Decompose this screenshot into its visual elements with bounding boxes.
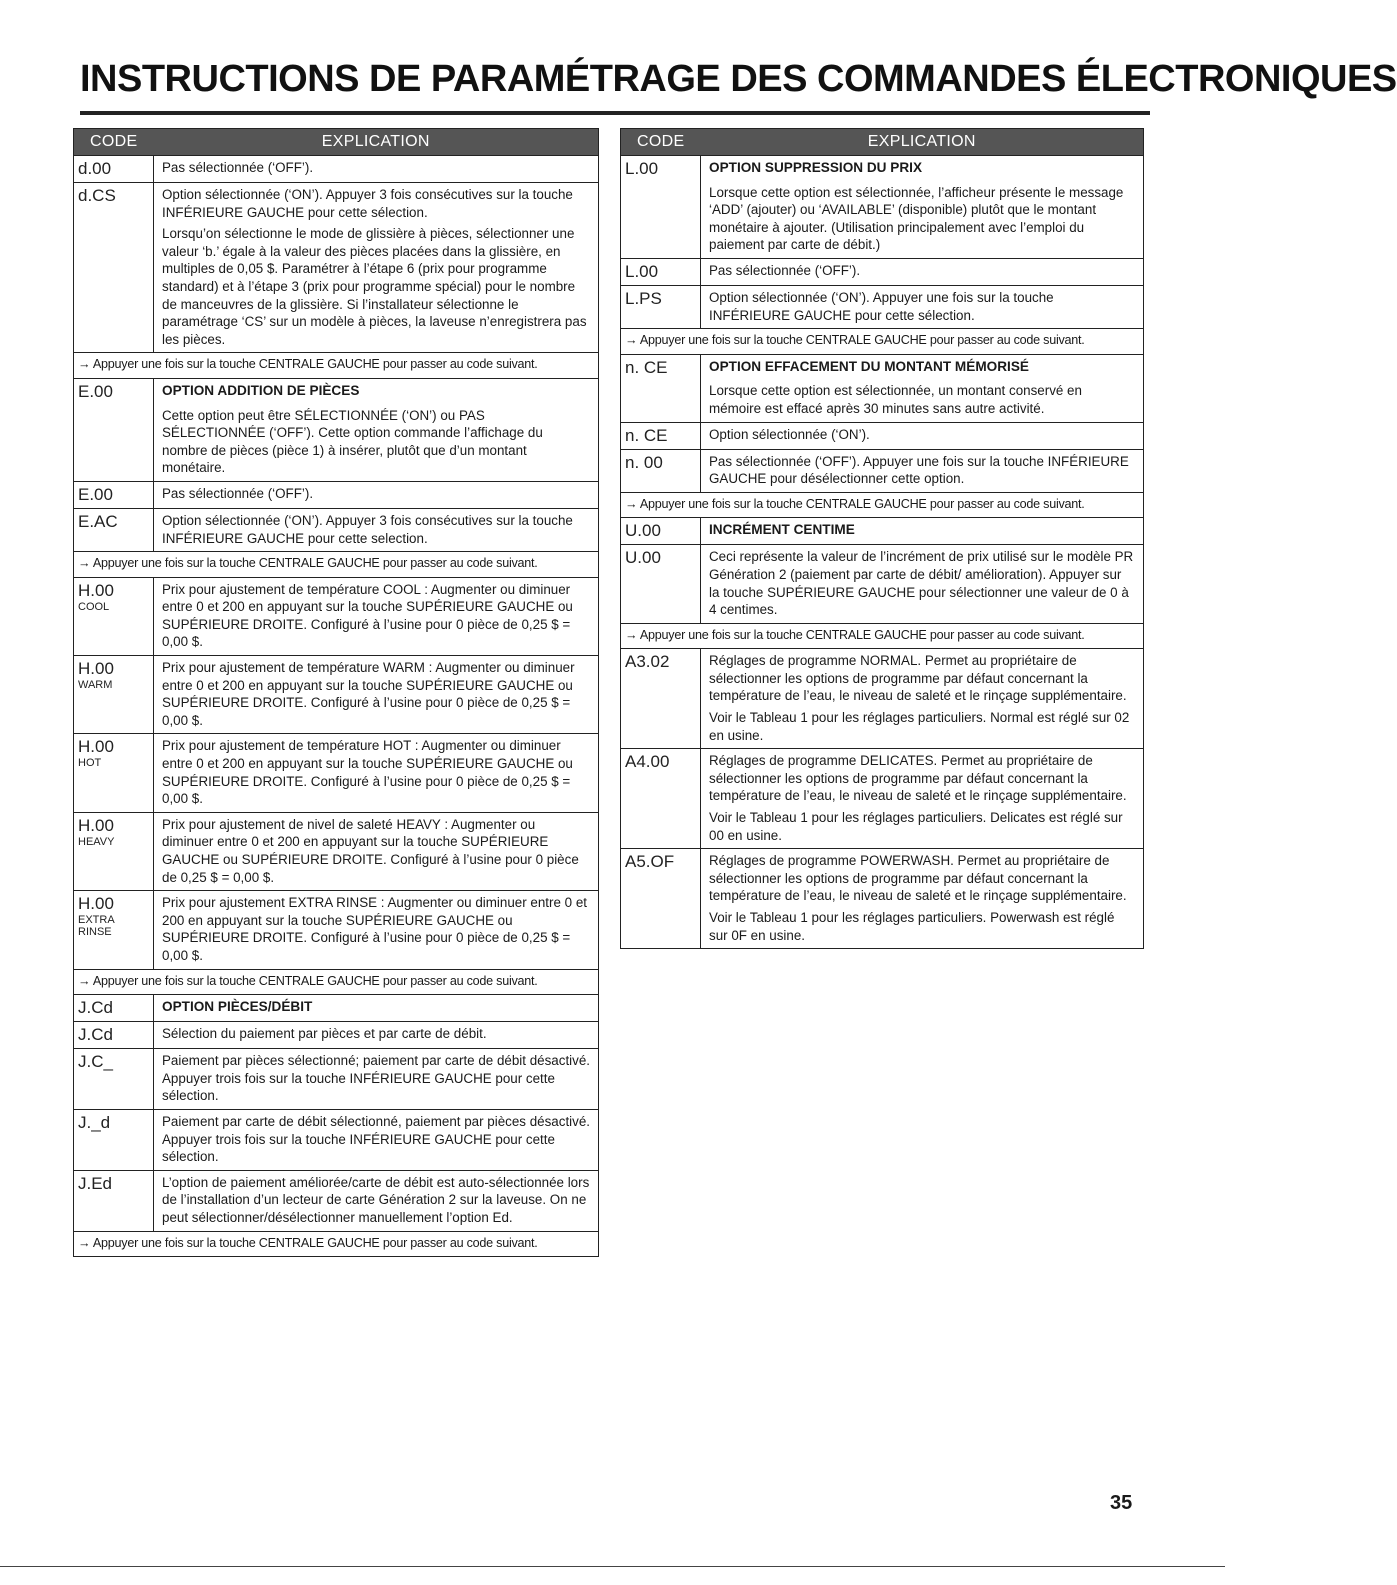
explanation-cell: Ceci représente la valeur de l’incrément de prix utilisé sur le modèle PR Génération 2 (paiement par carte de débit/ amélioration). Appuyer sur la touche SUPÉRIEURE GAUCHE pour sélectionner une valeur de 0 à 4 centimes.: [701, 545, 1144, 623]
explanation-cell: Pas sélectionnée (‘OFF’).: [701, 258, 1144, 285]
code-cell: L.00: [621, 258, 701, 285]
explanation-cell: [154, 183, 599, 353]
left-settings-table: [73, 128, 599, 1257]
next-code-row: [74, 353, 599, 379]
code-value: H.00: [78, 815, 114, 835]
explanation-cell: Prix pour ajustement de température WARM : Augmenter ou diminuer entre 0 et 200 en appuyant sur la touche SUPÉRIEURE GAUCHE ou SUPÉRIEURE DROITE. Configuré à l’usine pour 0 pièce de 0,25 $ = 0,00 $.: [154, 656, 599, 734]
code-cell: J.Cd: [74, 1022, 154, 1049]
table-row: [74, 378, 599, 403]
option-heading: [154, 995, 599, 1022]
table-row: [74, 156, 599, 183]
table-row: [74, 1049, 599, 1110]
table-row: [621, 354, 1144, 379]
explanation-header: EXPLICATION: [154, 129, 599, 156]
option-heading-text: OPTION EFFACEMENT DU MONTANT MÉMORISÉ: [709, 358, 1029, 374]
explanation-header: EXPLICATION: [701, 129, 1144, 156]
code-cell: J._d: [74, 1109, 154, 1170]
explanation-paragraph: Voir le Tableau 1 pour les réglages particuliers. Powerwash est réglé sur 0F en usine.: [709, 910, 1115, 943]
option-heading-text: OPTION ADDITION DE PIÈCES: [162, 382, 360, 398]
option-heading: [701, 518, 1144, 545]
table-row: [621, 749, 1144, 849]
code-sublabel: HEAVY: [78, 835, 115, 848]
explanation-cell: Prix pour ajustement de température COOL : Augmenter ou diminuer entre 0 et 200 en appuyant sur la touche SUPÉRIEURE GAUCHE ou SUPÉRIEURE DROITE. Configuré à l’usine pour 0 pièce de 0,25 $ = 0,00 $.: [154, 577, 599, 655]
table-row: [74, 481, 599, 508]
right-settings-table: [620, 128, 1144, 949]
code-cell: J.Ed: [74, 1170, 154, 1231]
next-code-note: → Appuyer une fois sur la touche CENTRALE GAUCHE pour passer au code suivant.: [74, 969, 599, 995]
next-code-note: → Appuyer une fois sur la touche CENTRALE GAUCHE pour passer au code suivant.: [621, 492, 1144, 518]
explanation-cell: Pas sélectionnée (‘OFF’). Appuyer une fois sur la touche INFÉRIEURE GAUCHE pour désélectionner cette option.: [701, 449, 1144, 492]
table-header-row: [74, 129, 599, 156]
table-row: [621, 422, 1144, 449]
table-row: [74, 577, 599, 655]
code-cell: n. CE: [621, 354, 701, 422]
explanation-paragraph: Réglages de programme NORMAL. Permet au propriétaire de sélectionner les options de programme par défaut concernant la température de l’eau, le niveau de saleté et le rinçage supplémentaire.: [709, 653, 1127, 704]
explanation-cell: Sélection du paiement par pièces et par carte de débit.: [154, 1022, 599, 1049]
explanation-cell: Prix pour ajustement de nivel de saleté HEAVY : Augmenter ou diminuer entre 0 et 200 en appuyant sur la touche SUPÉRIEURE GAUCHE ou SUPÉRIEURE DROITE. Configuré à l’usine pour 0 pièce de 0,25 $ = 0,00 $.: [154, 812, 599, 890]
table-row: [621, 649, 1144, 749]
code-sublabel: RINSE: [78, 926, 112, 939]
code-cell: J.C_: [74, 1049, 154, 1110]
code-cell: [74, 656, 154, 734]
code-cell: d.CS: [74, 183, 154, 353]
code-cell: A5.OF: [621, 849, 701, 949]
explanation-cell: Prix pour ajustement de température HOT : Augmenter ou diminuer entre 0 et 200 en appuyant sur la touche SUPÉRIEURE GAUCHE ou SUPÉRIEURE DROITE. Configuré à l’usine pour 0 pièce de 0,25 $ = 0,00 $.: [154, 734, 599, 812]
explanation-paragraph: Option sélectionnée (‘ON’). Appuyer 3 fois consécutives sur la touche INFÉRIEURE GAUCHE pour cette sélection.: [162, 187, 573, 220]
code-sublabel: WARM: [78, 679, 113, 692]
table-row: [74, 183, 599, 353]
explanation-paragraph: Voir le Tableau 1 pour les réglages particuliers. Normal est réglé sur 02 en usine.: [709, 710, 1130, 743]
next-code-note: → Appuyer une fois sur la touche CENTRALE GAUCHE pour passer au code suivant.: [74, 353, 599, 379]
code-value: H.00: [78, 580, 114, 600]
explanation-paragraph: Réglages de programme POWERWASH. Permet au propriétaire de sélectionner les options de programme par défaut concernant la température de l’eau, le niveau de saleté et le rinçage supplémentaire.: [709, 853, 1127, 904]
code-cell: U.00: [621, 518, 701, 545]
code-value: H.00: [78, 737, 114, 757]
code-cell: L.00: [621, 156, 701, 259]
code-cell: A3.02: [621, 649, 701, 749]
table-row: [621, 849, 1144, 949]
page-number: 35: [1110, 1492, 1133, 1514]
code-sublabel: HOT: [78, 757, 102, 770]
code-value: H.00: [78, 894, 114, 914]
code-cell: E.AC: [74, 508, 154, 551]
explanation-cell: [701, 749, 1144, 849]
code-cell: [74, 812, 154, 890]
table-row: [621, 545, 1144, 623]
explanation-cell: L’option de paiement améliorée/carte de débit est auto-sélectionnée lors de l’installation d’un lecteur de carte Génération 2 sur la laveuse. On ne peut sélectionner/désélectionner manuellement l’option Ed.: [154, 1170, 599, 1231]
table-row: [74, 734, 599, 812]
explanation-cell: Paiement par pièces sélectionné; paiement par carte de débit désactivé. Appuyer trois fois sur la touche INFÉRIEURE GAUCHE pour cette sélection.: [154, 1049, 599, 1110]
table-row: [74, 891, 599, 969]
next-code-note: → Appuyer une fois sur la touche CENTRALE GAUCHE pour passer au code suivant.: [74, 552, 599, 578]
next-code-note: → Appuyer une fois sur la touche CENTRALE GAUCHE pour passer au code suivant.: [74, 1231, 599, 1257]
option-heading-text: INCRÉMENT CENTIME: [709, 522, 855, 538]
table-row: [74, 812, 599, 890]
next-code-row: [621, 492, 1144, 518]
explanation-cell: Pas sélectionnée (‘OFF’).: [154, 481, 599, 508]
table-row: [74, 656, 599, 734]
table-row: [621, 285, 1144, 328]
code-cell: A4.00: [621, 749, 701, 849]
explanation-cell: Lorsque cette option est sélectionnée, l’afficheur présente le message ‘ADD’ (ajouter) ou ‘AVAILABLE’ (disponible) plutôt que le montant monétaire à ajouter. (Utilisation principalement avec l’emploi du paiement par carte de débit.): [709, 184, 1124, 253]
option-heading: [701, 156, 1144, 181]
option-heading: [154, 378, 599, 403]
code-cell: E.00: [74, 481, 154, 508]
next-code-row: [621, 329, 1144, 355]
code-header: CODE: [74, 129, 154, 156]
table-row: [621, 156, 1144, 181]
table-row: [74, 995, 599, 1022]
explanation-cell: Option sélectionnée (‘ON’).: [701, 422, 1144, 449]
code-cell: E.00: [74, 378, 154, 481]
code-value: H.00: [78, 659, 114, 679]
option-heading-text: OPTION SUPPRESSION DU PRIX: [709, 160, 923, 175]
table-header-row: [621, 129, 1144, 156]
code-header: CODE: [621, 129, 701, 156]
option-heading-text: OPTION PIÈCES/DÉBIT: [162, 999, 313, 1015]
code-cell: U.00: [621, 545, 701, 623]
code-sublabel: EXTRA: [78, 914, 115, 927]
next-code-note: → Appuyer une fois sur la touche CENTRALE GAUCHE pour passer au code suivant.: [621, 623, 1144, 649]
next-code-row: [74, 1231, 599, 1257]
explanation-cell: Paiement par carte de débit sélectionné, paiement par pièces désactivé. Appuyer trois fois sur la touche INFÉRIEURE GAUCHE pour cette sélection.: [154, 1109, 599, 1170]
table-row: [621, 258, 1144, 285]
code-sublabel: COOL: [78, 600, 110, 613]
code-cell: [74, 577, 154, 655]
explanation-cell: Prix pour ajustement EXTRA RINSE : Augmenter ou diminuer entre 0 et 200 en appuyant sur la touche SUPÉRIEURE GAUCHE ou SUPÉRIEURE DROITE. Configuré à l’usine pour 0 pièce de 0,25 $ = 0,00 $.: [154, 891, 599, 969]
next-code-row: [74, 552, 599, 578]
code-cell: [74, 891, 154, 969]
code-cell: n. 00: [621, 449, 701, 492]
explanation-cell: Cette option peut être SÉLECTIONNÉE (‘ON’) ou PAS SÉLECTIONNÉE (‘OFF’). Cette option commande l’affichage du nombre de pièces (pièce 1) à insérer, plutôt que d’un montant monétaire.: [162, 407, 543, 476]
code-cell: d.00: [74, 156, 154, 183]
bottom-rule: [0, 1566, 1225, 1567]
code-cell: L.PS: [621, 285, 701, 328]
table-row: [621, 518, 1144, 545]
code-cell: J.Cd: [74, 995, 154, 1022]
explanation-cell: [701, 849, 1144, 949]
explanation-paragraph: Réglages de programme DELICATES. Permet au propriétaire de sélectionner les options de programme par défaut concernant la température de l’eau, le niveau de saleté et le rinçage supplémentaire.: [709, 753, 1127, 804]
explanation-cell: Option sélectionnée (‘ON’). Appuyer une fois sur la touche INFÉRIEURE GAUCHE pour cette sélection.: [701, 285, 1144, 328]
explanation-cell: Pas sélectionnée (‘OFF’).: [154, 156, 599, 183]
code-cell: n. CE: [621, 422, 701, 449]
table-row: [74, 1022, 599, 1049]
table-row: [74, 1109, 599, 1170]
code-cell: [74, 734, 154, 812]
title-rule: [80, 111, 1150, 115]
explanation-cell: [701, 649, 1144, 749]
explanation-paragraph: Lorsqu’on sélectionne le mode de glissière à pièces, sélectionner une valeur ‘b.’ égale à la valeur des pièces placées dans la glissière, en multiples de 0,05 $. Paramétrer à l’étape 6 (prix pour programme standard) et à l’étape 3 (prix pour programme spécial) pour le nombre de manceuvres de la glissière. Si l’installateur sélectionne le paramétrage ‘CS’ sur un modèle à pièces, la laveuse n’enregistrera pas les pièces.: [162, 226, 587, 347]
page-title: INSTRUCTIONS DE PARAMÉTRAGE DES COMMANDES ÉLECTRONIQUES: [80, 58, 1397, 100]
next-code-row: [621, 623, 1144, 649]
explanation-cell: Option sélectionnée (‘ON’). Appuyer 3 fois consécutives sur la touche INFÉRIEURE GAUCHE pour cette selection.: [154, 508, 599, 551]
next-code-row: [74, 969, 599, 995]
table-row: [74, 508, 599, 551]
table-row: [621, 449, 1144, 492]
explanation-paragraph: Voir le Tableau 1 pour les réglages particuliers. Delicates est réglé sur 00 en usine.: [709, 810, 1123, 843]
option-heading: [701, 354, 1144, 379]
next-code-note: → Appuyer une fois sur la touche CENTRALE GAUCHE pour passer au code suivant.: [621, 329, 1144, 355]
table-row: [74, 1170, 599, 1231]
explanation-cell: Lorsque cette option est sélectionnée, un montant conservé en mémoire est effacé après 30 minutes sans autre activité.: [709, 383, 1082, 416]
